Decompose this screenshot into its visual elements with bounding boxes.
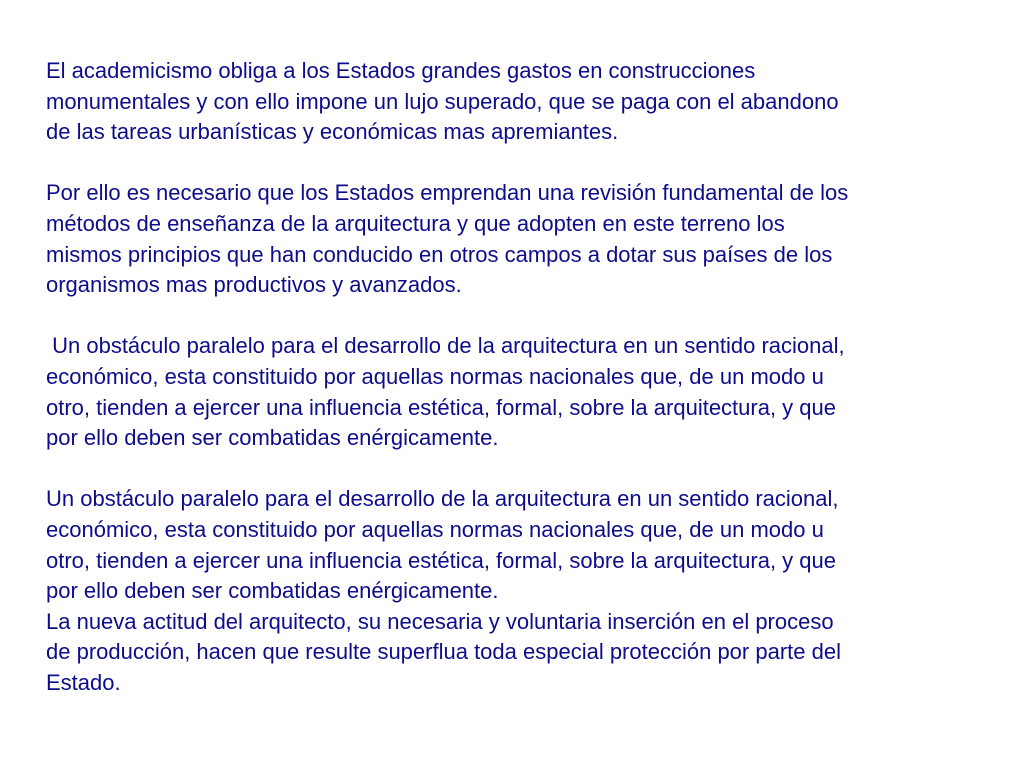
paragraph-line: por ello deben ser combatidas enérgicamente. [46, 578, 499, 604]
paragraph-line: organismos mas productivos y avanzados. [46, 272, 462, 298]
paragraph-line: métodos de enseñanza de la arquitectura y que adopten en este terreno los [46, 210, 785, 236]
paragraph-line: otro, tienden a ejercer una influencia estética, formal, sobre la arquitectura, y que [46, 547, 837, 573]
paragraph-line: de las tareas urbanísticas y económicas mas apremiantes. [46, 119, 619, 145]
paragraph-line: económico, esta constituido por aquellas normas nacionales que, de un modo u [46, 363, 824, 389]
paragraph-academicismo [46, 56, 1006, 148]
paragraph-spacer [46, 148, 1006, 179]
paragraph-line: económico, esta constituido por aquellas normas nacionales que, de un modo u [46, 516, 824, 542]
paragraph-obstaculo-2 [46, 484, 1006, 606]
paragraph-nueva-actitud [46, 607, 1006, 699]
paragraph-line: de producción, hacen que resulte superflua toda especial protección por parte del [46, 639, 841, 665]
paragraph-line: Estado. [46, 669, 121, 695]
paragraph-line: Un obstáculo paralelo para el desarrollo de la arquitectura en un sentido racional, [46, 333, 845, 359]
paragraph-spacer [46, 454, 1006, 485]
paragraph-line: por ello deben ser combatidas enérgicamente. [46, 425, 499, 451]
paragraph-line: otro, tienden a ejercer una influencia estética, formal, sobre la arquitectura, y que [46, 394, 837, 420]
paragraph-revision-ensenanza [46, 178, 1006, 300]
paragraph-line: Por ello es necesario que los Estados emprendan una revisión fundamental de los [46, 180, 849, 206]
paragraph-line: monumentales y con ello impone un lujo superado, que se paga con el abandono [46, 88, 839, 114]
paragraph-line: mismos principios que han conducido en otros campos a dotar sus países de los [46, 241, 833, 267]
paragraph-line: El academicismo obliga a los Estados grandes gastos en construcciones [46, 58, 756, 83]
paragraph-spacer [46, 301, 1006, 332]
slide-text-body [46, 56, 1006, 698]
paragraph-line: Un obstáculo paralelo para el desarrollo de la arquitectura en un sentido racional, [46, 486, 839, 512]
paragraph-obstaculo-1 [46, 331, 1006, 453]
paragraph-line: La nueva actitud del arquitecto, su necesaria y voluntaria inserción en el proceso [46, 608, 834, 634]
